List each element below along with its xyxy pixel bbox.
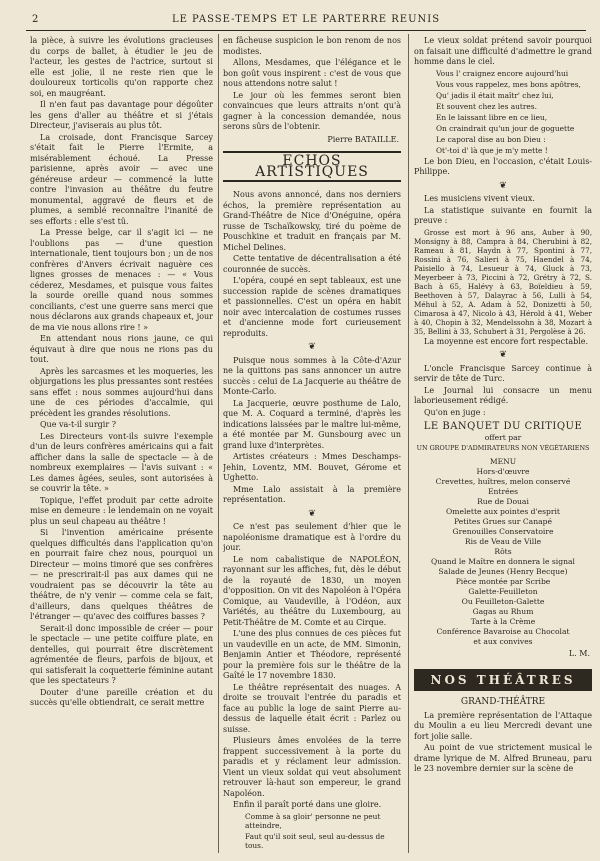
paragraph: Allons, Mesdames, que l'élégance et le bon goût vous inspirent : c'est de vous que nous attendons notre salut !	[223, 58, 401, 88]
subsection-title-grand-theatre: GRAND-THÉÂTRE	[460, 697, 546, 707]
menu-item: Rue de Douai	[477, 496, 529, 506]
menu-item: et aux convives	[473, 636, 533, 646]
paragraph: Le bon Dieu, en l'occasion, c'était Louis-Philippe.	[414, 156, 592, 176]
paragraph: Ce n'est pas seulement d'hier que le napoléonisme dramatique est à l'ordre du jour.	[223, 522, 401, 552]
banquet-by: UN GROUPE D'ADMIRATEURS NON VÉGÉTARIENS	[416, 443, 590, 452]
paragraph: Le Journal lui consacre un menu laborieusement rédigé.	[414, 385, 592, 405]
verse-line: Ot'-toi d' là que je m'y mette !	[436, 145, 548, 155]
paragraph: La statistique suivante en fournit la preuve :	[414, 205, 592, 225]
paragraph: L'opéra, coupé en sept tableaux, est une succession rapide de scènes dramatiques et passionnelles. C'est un opéra en habit noir avec intercalation de costumes russes et d'ancienne mode fort curieusement reproduits.	[223, 276, 401, 338]
page-number: 2	[32, 14, 39, 25]
menu-item: Omelette aux pointes d'esprit	[446, 506, 560, 516]
ornament-icon: ❦	[308, 508, 316, 519]
verse-line: Faut qu'il soit seul, seul au-dessus de tous.	[245, 831, 385, 850]
paragraph: Puisque nous sommes à la Côte-d'Azur ne la quittons pas sans annoncer un autre succès : celui de La Jacquerie au théâtre de Monte-Carlo.	[223, 355, 401, 396]
paragraph: Le théâtre représentait des nuages. A droite se trouvait l'entrée du paradis et face au public la loge de saint Pierre au-dessus de laquelle était écrit : Parlez ou suisse.	[223, 682, 401, 734]
paragraph: La Presse belge, car il s'agit ici — ne l'oublions pas — d'une question internationale, tient toujours bon ; un de nos confrères d'Anvers écrivait naguère ces lignes grosses de menaces : — « Vous céderez, Mesdames, et puisque vous faites la sourde oreille quand nous sommes conciliants, c'est une guerre sans merci que nous déclarons aux grands chapeaux et, jour de ma vie nous allons rire ! »	[30, 228, 213, 332]
menu-item: Hors-d'œuvre	[476, 466, 530, 476]
paragraph: Si l'invention américaine présente quelques difficultés dans l'application qu'on en pourrait faire chez nous, pourquoi un Directeur — moins timoré que ses confrères — ne prescrirait-il pas aux dames qui ne voudraient pas se découvrir la tête au théâtre, de n'y venir — comme cela se fait, d'ailleurs, dans quelques théâtres de l'étranger — qu'avec des coiffures basses ?	[30, 528, 213, 621]
paragraph: Enfin il paraît porté dans une gloire.	[233, 800, 382, 809]
menu-item: Rôts	[494, 546, 512, 556]
verse-line: Vous vous rappelez, mes bons apôtres,	[436, 79, 581, 89]
paragraph: Les Directeurs vont-ils suivre l'exemple d'un de leurs confrères américains qui a fait afficher dans la salle de spectacle — à de nombreux exemplaires — l'avis suivant : « Les dames âgées, seules, sont autorisées à se couvrir la tête. »	[30, 431, 213, 493]
paragraph: Grosse est mort à 96 ans, Auber à 90, Monsigny à 88, Campra à 84, Cherubini à 82, Rameau à 81, Haydn à 77, Spontini à 77, Rossini à 76, Salieri à 75, Haendel à 74, Paisiello à 74, Lesueur à 74, Gluck à 73, Meyerbeer à 73, Piccini à 72, Grétry à 72, S. Bach à 65, Halévy à 63, Boïeldieu à 59, Beethoven à 57, Dalayrac à 56, Lulli à 54, Méhul à 52, A. Adam à 52, Donizetti à 50, Cimarosa à 47, Nicolo à 43, Hérold à 41, Weber à 40, Chopin à 32, Mendelssohn à 38, Mozart à 35, Bellini à 33, Schubert à 31, Pergolèse à 26.	[414, 227, 592, 336]
journal-title: LE PASSE-TEMPS ET LE PARTERRE REUNIS	[171, 14, 441, 25]
menu-item: Entrées	[487, 486, 518, 496]
paragraph: Serait-il donc impossible de créer — pour le spectacle — une petite coiffure plate, en dentelles, qui pourrait être discrètement agrémentée de fleurs, parfois de bijoux, et qui satisferait la coquetterie féminine autant que les spectateurs ?	[30, 623, 213, 685]
paragraph: Qu'on en juge :	[424, 407, 486, 417]
menu-item: Grenouilles Conservatoire	[452, 526, 554, 536]
page-header	[26, 8, 586, 31]
paragraph: Douter d'une pareille création et du succès qu'elle obtiendrait, ce serait mettre	[30, 687, 213, 707]
paragraph: Cette tentative de décentralisation a été couronnée de succès.	[223, 254, 401, 274]
paragraph: Artistes créateurs : Mmes Deschamps-Jehin, Loventz, MM. Bouvet, Gérome et Ughetto.	[223, 452, 401, 482]
verse-line: Et souvent chez les autres.	[436, 101, 537, 111]
column-3	[414, 36, 592, 855]
paragraph: Au point de vue strictement musical le drame lyrique de M. Alfred Bruneau, paru le 23 novembre dernier sur la scène de	[414, 743, 592, 773]
paragraph: La Jacquerie, œuvre posthume de Lalo, que M. A. Coquard a terminé, d'après les indications laissées par le maître lui-même, a été montée par M. Gunsbourg avec un grand luxe d'interprètes.	[223, 398, 401, 450]
verse-line: En le laissant libre en ce lieu,	[436, 112, 548, 122]
column-2	[223, 36, 401, 855]
paragraph: Plusieurs âmes envolées de la terre frappent successivement à la porte du paradis et y réclament leur admission. Vient un vieux soldat qui veut absolument retrouver là-haut son empereur, le grand Napoléon.	[223, 736, 401, 798]
paragraph: Le nom cabalistique de NAPOLÉON, rayonnant sur les affiches, fut, dès le début de la royauté de 1830, un moyen d'opposition. On vit des Napoléon à l'Opéra Comique, au Vaudeville, à l'Odéon, aux Variétés, au théâtre du Luxembourg, au Petit-Théâtre de M. Comte et au Cirque.	[223, 554, 401, 627]
menu-item: Quand le Maître en donnera le signal	[431, 556, 575, 566]
paragraph: Que va-t-il surgir ?	[40, 420, 116, 429]
verse-line: Vous l' craignez encore aujourd'hui	[436, 68, 569, 78]
menu-item: Salade de Jeunes (Henry Becque)	[438, 566, 568, 576]
menu-item: Conférence Bavaroise au Chocolat	[436, 626, 570, 636]
paragraph: Topique, l'effet produit par cette adroite mise en demeure : le lendemain on ne voyait plus un seul chapeau au théâtre !	[30, 495, 213, 526]
menu-item: Galette-Feuilleton	[468, 586, 538, 596]
banquet-title: LE BANQUET DU CRITIQUE	[423, 421, 583, 432]
menu-item: Crevettes, huîtres, melon conservé	[435, 476, 571, 486]
paragraph: Nous avons annoncé, dans nos derniers échos, la première représentation au Grand-Théâtre de Nice d'Onéguine, opéra russe de Tschaïkowsky, tiré du poème de Pouschkine et traduit en français par M. Michel Delines.	[223, 190, 401, 252]
column-divider	[218, 34, 219, 853]
author-signature: Pierre BATAILLE.	[327, 134, 399, 144]
ornament-icon: ❦	[308, 342, 316, 352]
banquet-offered: offert par	[484, 432, 522, 442]
menu-item: Petites Grues sur Canapé	[454, 516, 552, 526]
paragraph: L'une des plus connues de ces pièces fut un vaudeville en un acte, de MM. Simonin, Benjamin Antier et Théodore, représenté pour la première fois sur le théâtre de la Gaîté le 17 novembre 1830.	[223, 629, 401, 680]
menu-signature: L. M.	[568, 648, 590, 658]
paragraph: la pièce, à suivre les évolutions gracieuses du corps de ballet, à étudier le jeu de l'acteur, les gestes de l'actrice, surtout si elle est jolie, il ne reste rien que le douloureux torticolis qu'on rapporte chez soi, en maugréant.	[30, 36, 213, 98]
verse-line: Qu' jadis il était maîtr' chez lui,	[436, 90, 554, 100]
paragraph: La croisade, dont Francisque Sarcey s'était fait le Pierre l'Ermite, a misérablement échoué. La Presse parisienne, après avoir — avec une généreuse ardeur — commencé la lutte contre l'invasion au théâtre du feutre monumental, aggravé de fleurs et de plumes, a semblé reconnaître l'inanité de ses efforts : elle s'est tû.	[30, 132, 213, 226]
menu-item: Gagas au Rhum	[472, 606, 534, 616]
column-1	[30, 36, 213, 855]
verse-line: Comme à sa gloir' personne ne peut atteindre,	[245, 811, 381, 830]
menu-item: Ou Feuilleton-Galette	[461, 596, 545, 606]
ornament-icon: ❦	[499, 350, 507, 360]
paragraph: Il n'en faut pas davantage pour dégoûter les gens d'aller au théâtre et si j'étais Directeur, j'aviserais au plus tôt.	[30, 100, 213, 130]
menu-item: Ris de Veau de Ville	[464, 536, 542, 546]
paragraph: en fâcheuse suspicion le bon renom de nos modistes.	[223, 36, 401, 56]
column-divider	[408, 34, 409, 853]
paragraph: La moyenne est encore fort respectable.	[424, 336, 589, 346]
ornament-icon: ❦	[499, 180, 507, 191]
verse-line: On craindrait qu'un jour de goguette	[436, 123, 575, 133]
menu-label: MENU	[489, 456, 517, 466]
paragraph: L'oncle Francisque Sarcey continue à servir de tête de Turc.	[414, 363, 592, 383]
section-banner-nos-theatres: NOS THÉÂTRES	[414, 669, 592, 691]
paragraph: Mme Lalo assistait à la première représentation.	[223, 484, 401, 504]
menu-item: Pièce montée par Scribe	[455, 576, 551, 586]
paragraph: Le jour où les femmes seront bien convaincues que leurs attraits n'ont qu'à gagner à la concession demandée, nous serons sûrs de l'obtenir.	[223, 90, 401, 131]
paragraph: Les musiciens vivent vieux.	[424, 194, 535, 203]
paragraph: Après les sarcasmes et les moqueries, les objurgations les plus pressantes sont restées sans effet : nous sommes aujourd'hui dans une de ces périodes d'accalmie, qui précèdent les grandes résolutions.	[30, 366, 213, 418]
paragraph: En attendant nous rions jaune, ce qui équivaut à dire que nous ne rions pas du tout.	[30, 334, 213, 364]
verse-line: Le caporal dise au bon Dieu :	[436, 134, 546, 144]
paragraph: La première représentation de l'Attaque du Moulin a eu lieu Mercredi devant une fort jolie salle.	[414, 710, 592, 741]
menu-item: Tarte à la Crème	[470, 616, 536, 626]
section-title-echos: ECHOS ARTISTIQUES	[223, 151, 401, 182]
paragraph: Le vieux soldat prétend savoir pourquoi on faisait une difficulté d'admettre le grand homme dans le ciel.	[414, 36, 592, 66]
